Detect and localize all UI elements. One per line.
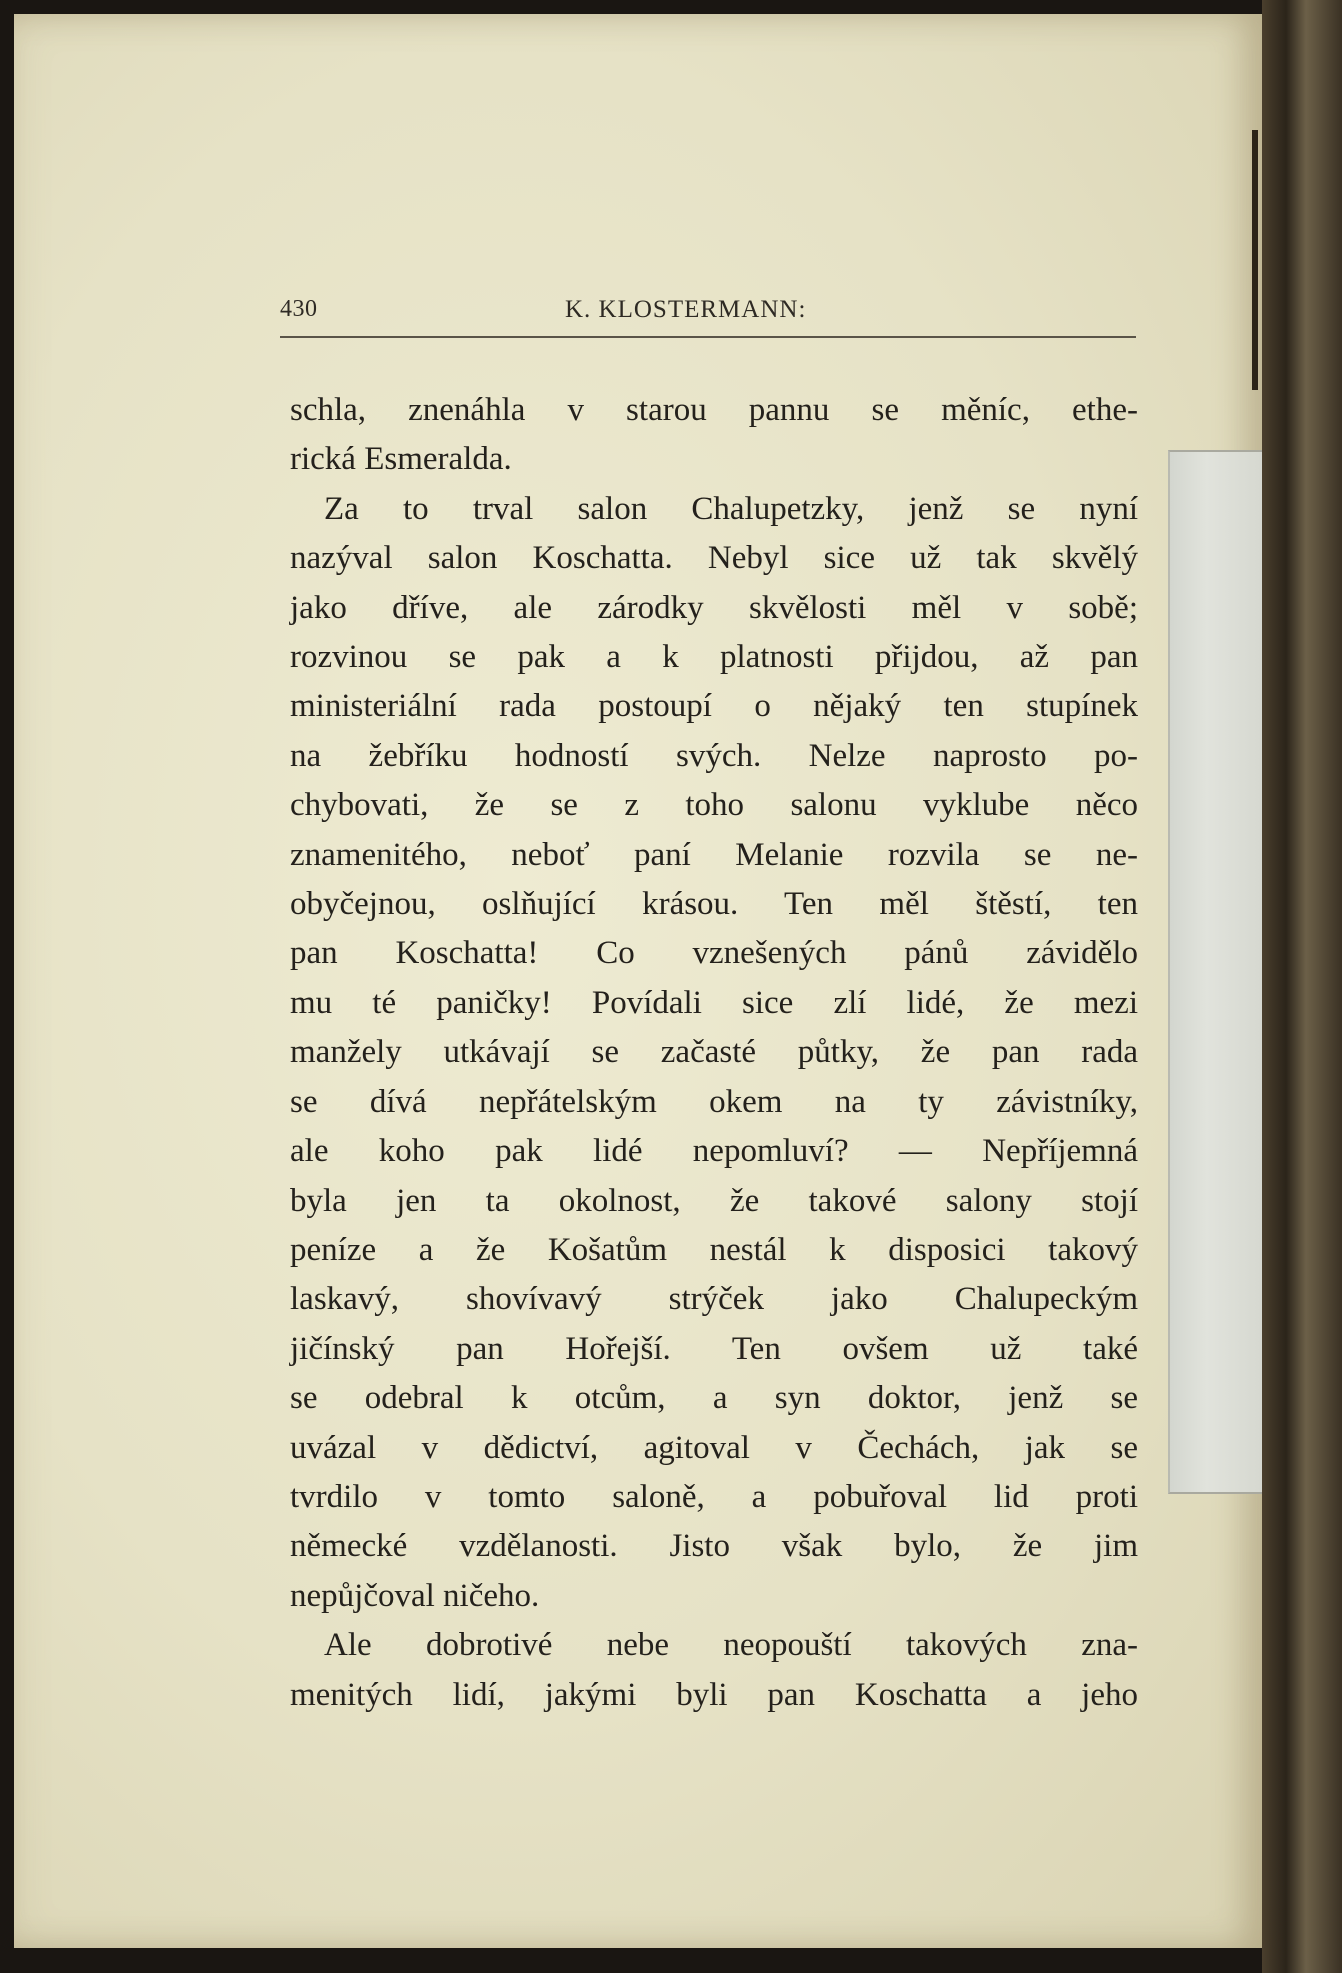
text-line: se dívá nepřátelským okem na ty závistníky,	[290, 1083, 1138, 1120]
text-line: Za to trval salon Chalupetzky, jenž se nyní	[324, 490, 1138, 527]
text-line: schla, znenáhla v starou pannu se měníc, ethe-	[290, 392, 1138, 428]
text-line: peníze a že Košatům nestál k disposici takový	[290, 1231, 1138, 1268]
text-line: tvrdilo v tomto saloně, a pobuřoval lid proti	[290, 1478, 1138, 1515]
text-line: uvázal v dědictví, agitoval v Čechách, jak se	[290, 1429, 1138, 1466]
text-line: obyčejnou, oslňující krásou. Ten měl štěstí, ten	[290, 886, 1138, 923]
text-line: jako dříve, ale zárodky skvělosti měl v sobě;	[290, 589, 1138, 626]
text-line: mu té paničky! Povídali sice zlí lidé, že mezi	[290, 984, 1138, 1021]
binding-shadow-line	[1252, 130, 1258, 390]
text-line: chybovati, že se z toho salonu vyklube něco	[290, 787, 1138, 824]
text-line: se odebral k otcům, a syn doktor, jenž se	[290, 1380, 1138, 1417]
page-header	[280, 296, 1136, 338]
text-line: pan Koschatta! Co vznešených pánů závidělo	[290, 935, 1138, 972]
text-line: manžely utkávají se začasté půtky, že pan rada	[290, 1034, 1138, 1071]
page-number: 430	[280, 296, 318, 322]
book-binding-edge	[1262, 0, 1342, 1973]
text-line: znamenitého, neboť paní Melanie rozvila se ne-	[290, 836, 1138, 873]
text-line: Ale dobrotivé nebe neopouští takových zna-	[324, 1627, 1138, 1664]
text-line: rozvinou se pak a k platnosti přijdou, až pan	[290, 639, 1138, 676]
text-line: ale koho pak lidé nepomluví? — Nepříjemná	[290, 1133, 1138, 1170]
text-line: nazýval salon Koschatta. Nebyl sice už tak skvělý	[290, 540, 1138, 577]
paper-slip	[1168, 450, 1262, 1494]
body-text	[290, 386, 1138, 1720]
text-line: menitých lidí, jakými byli pan Koschatta a jeho	[290, 1676, 1138, 1713]
text-line: jičínský pan Hořejší. Ten ovšem už také	[290, 1330, 1138, 1367]
running-head: K. KLOSTERMANN:	[565, 296, 807, 323]
text-line: rická Esmeralda.	[290, 441, 512, 478]
text-line: byla jen ta okolnost, že takové salony stojí	[290, 1182, 1138, 1219]
text-line: ministeriální rada postoupí o nějaký ten stupínek	[290, 688, 1138, 725]
text-line: nepůjčoval ničeho.	[290, 1577, 540, 1614]
text-line: německé vzdělanosti. Jisto však bylo, že jim	[290, 1528, 1138, 1565]
text-line: na žebříku hodností svých. Nelze naprosto po-	[290, 737, 1138, 774]
text-line: laskavý, shovívavý strýček jako Chalupeckým	[290, 1281, 1138, 1318]
